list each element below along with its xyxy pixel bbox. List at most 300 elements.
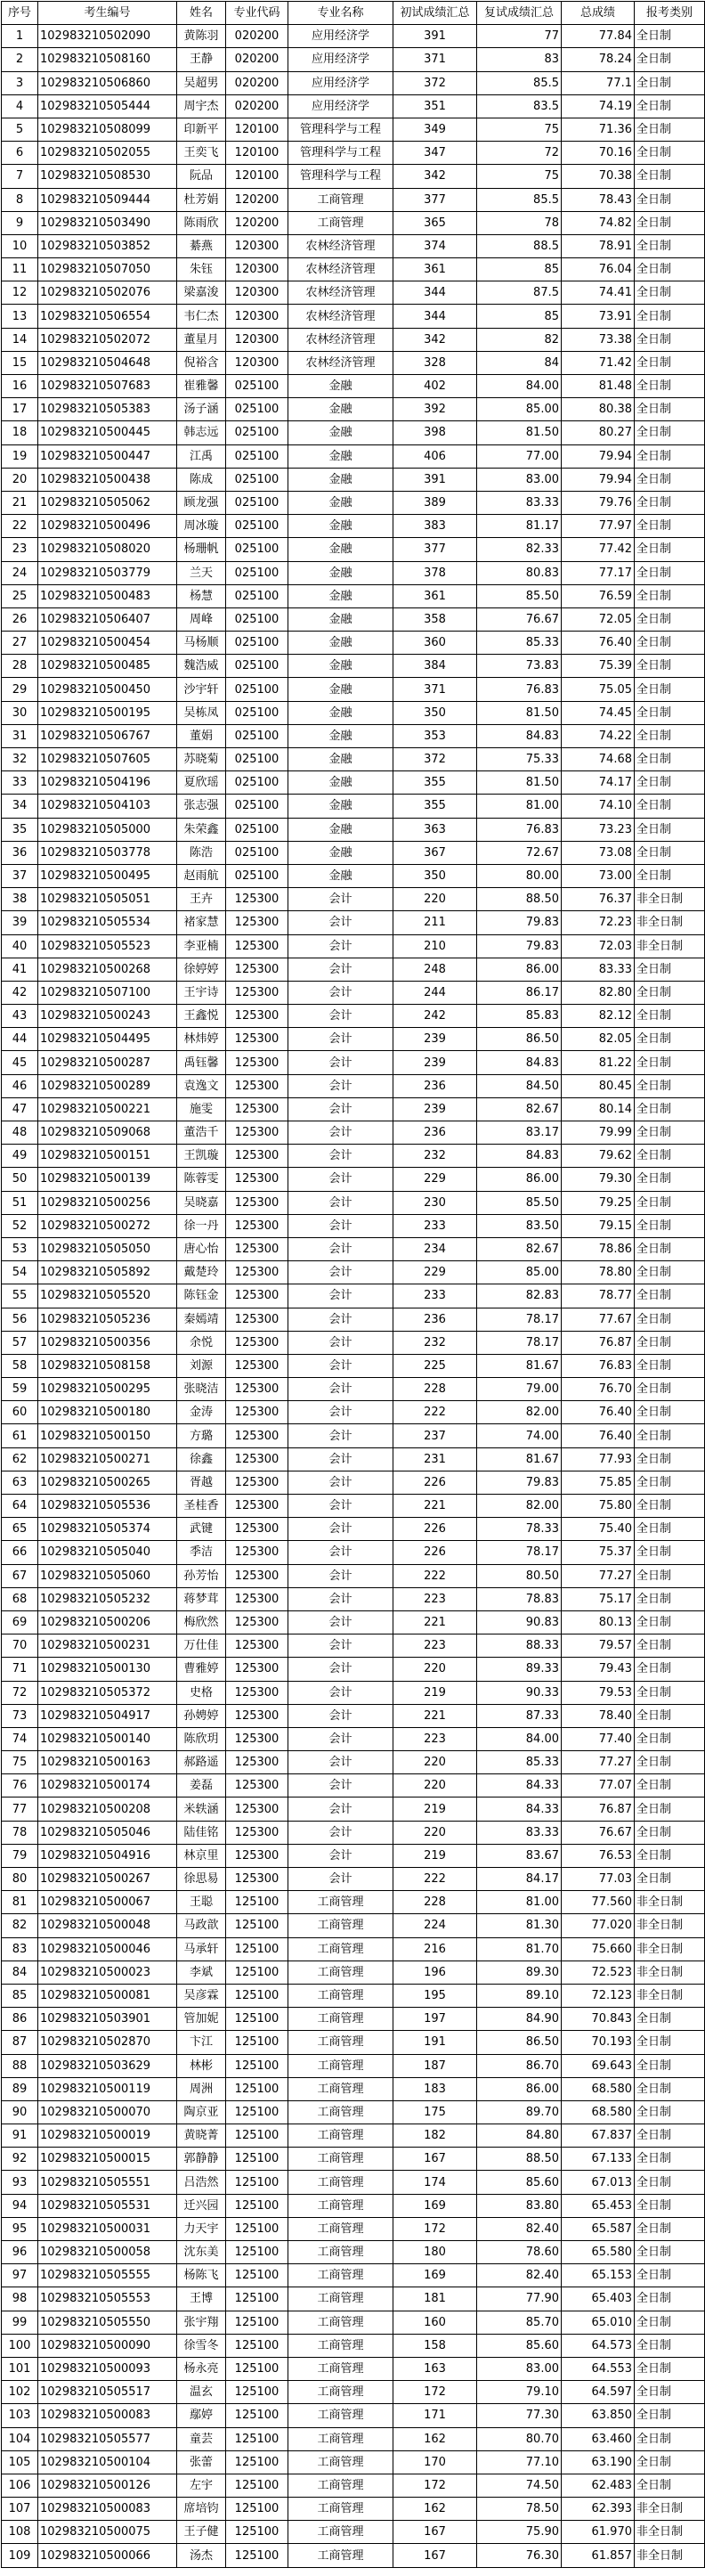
major-code-cell: 020200 xyxy=(226,71,288,94)
initial-score-cell: 372 xyxy=(393,71,477,94)
candidate-id-cell: 102983210508160 xyxy=(38,48,177,71)
admission-results-table xyxy=(1,1,705,2568)
initial-score-cell: 372 xyxy=(393,748,477,771)
seq-cell: 35 xyxy=(2,818,38,841)
candidate-id-cell: 102983210508530 xyxy=(38,165,177,188)
initial-score-cell: 392 xyxy=(393,398,477,421)
major-code-cell: 125300 xyxy=(226,1868,288,1891)
retest-score-cell: 89.30 xyxy=(477,1961,562,1984)
seq-cell: 61 xyxy=(2,1424,38,1447)
major-name-cell: 工商管理 xyxy=(288,2357,393,2380)
major-code-cell: 125300 xyxy=(226,1121,288,1145)
name-cell: 吴晓嘉 xyxy=(177,1191,226,1214)
table-row xyxy=(2,1610,705,1634)
candidate-id-cell: 102983210507605 xyxy=(38,748,177,771)
initial-score-cell: 377 xyxy=(393,188,477,211)
category-cell: 全日制 xyxy=(635,94,705,118)
name-cell: 陶京亚 xyxy=(177,2100,226,2124)
major-code-cell: 125300 xyxy=(226,1704,288,1727)
major-name-cell: 金融 xyxy=(288,748,393,771)
major-name-cell: 管理科学与工程 xyxy=(288,118,393,141)
candidate-id-cell: 102983210500267 xyxy=(38,1868,177,1891)
candidate-id-cell: 102983210500126 xyxy=(38,2474,177,2497)
category-cell: 全日制 xyxy=(635,142,705,165)
seq-cell: 104 xyxy=(2,2427,38,2450)
table-row xyxy=(2,1797,705,1821)
table-row xyxy=(2,2404,705,2427)
category-cell: 全日制 xyxy=(635,655,705,678)
header-seq: 序号 xyxy=(2,2,38,25)
total-score-cell: 83.33 xyxy=(562,958,635,981)
retest-score-cell: 83.33 xyxy=(477,491,562,514)
initial-score-cell: 223 xyxy=(393,1587,477,1610)
table-row xyxy=(2,1284,705,1308)
seq-cell: 12 xyxy=(2,281,38,305)
candidate-id-cell: 102983210500139 xyxy=(38,1168,177,1191)
initial-score-cell: 232 xyxy=(393,1145,477,1168)
retest-score-cell: 84.33 xyxy=(477,1774,562,1797)
candidate-id-cell: 102983210505523 xyxy=(38,934,177,958)
initial-score-cell: 167 xyxy=(393,2521,477,2544)
major-code-cell: 120100 xyxy=(226,165,288,188)
retest-score-cell: 84.33 xyxy=(477,1797,562,1821)
major-code-cell: 125100 xyxy=(226,2264,288,2287)
seq-cell: 46 xyxy=(2,1074,38,1097)
retest-score-cell: 84.17 xyxy=(477,1868,562,1891)
major-code-cell: 120300 xyxy=(226,234,288,257)
candidate-id-cell: 102983210504103 xyxy=(38,795,177,818)
candidate-id-cell: 102983210500083 xyxy=(38,2404,177,2427)
major-code-cell: 025100 xyxy=(226,444,288,468)
major-code-cell: 125300 xyxy=(226,1074,288,1097)
name-cell: 王静 xyxy=(177,48,226,71)
retest-score-cell: 87.33 xyxy=(477,1704,562,1727)
major-code-cell: 125100 xyxy=(226,1961,288,1984)
candidate-id-cell: 102983210504495 xyxy=(38,1028,177,1051)
category-cell: 全日制 xyxy=(635,1284,705,1308)
major-code-cell: 125100 xyxy=(226,2404,288,2427)
major-name-cell: 工商管理 xyxy=(288,2474,393,2497)
category-cell: 全日制 xyxy=(635,2311,705,2334)
category-cell: 全日制 xyxy=(635,632,705,655)
initial-score-cell: 236 xyxy=(393,1074,477,1097)
seq-cell: 72 xyxy=(2,1681,38,1704)
table-row xyxy=(2,1168,705,1191)
major-code-cell: 125300 xyxy=(226,1005,288,1028)
initial-score-cell: 174 xyxy=(393,2171,477,2194)
major-name-cell: 工商管理 xyxy=(288,2334,393,2357)
seq-cell: 99 xyxy=(2,2311,38,2334)
seq-cell: 82 xyxy=(2,1914,38,1937)
major-code-cell: 120100 xyxy=(226,118,288,141)
major-code-cell: 125100 xyxy=(226,2498,288,2521)
candidate-id-cell: 102983210500067 xyxy=(38,1891,177,1914)
seq-cell: 75 xyxy=(2,1751,38,1774)
category-cell: 全日制 xyxy=(635,795,705,818)
major-code-cell: 120200 xyxy=(226,188,288,211)
retest-score-cell: 79.10 xyxy=(477,2381,562,2404)
total-score-cell: 68.580 xyxy=(562,2100,635,2124)
seq-cell: 80 xyxy=(2,1868,38,1891)
initial-score-cell: 229 xyxy=(393,1261,477,1284)
seq-cell: 83 xyxy=(2,1937,38,1961)
initial-score-cell: 391 xyxy=(393,468,477,491)
category-cell: 全日制 xyxy=(635,958,705,981)
major-code-cell: 120300 xyxy=(226,351,288,374)
seq-cell: 106 xyxy=(2,2474,38,2497)
initial-score-cell: 226 xyxy=(393,1541,477,1564)
seq-cell: 64 xyxy=(2,1495,38,1518)
major-code-cell: 025100 xyxy=(226,584,288,607)
table-row xyxy=(2,1681,705,1704)
total-score-cell: 72.03 xyxy=(562,934,635,958)
seq-cell: 9 xyxy=(2,211,38,234)
retest-score-cell: 85 xyxy=(477,258,562,281)
total-score-cell: 63.460 xyxy=(562,2427,635,2450)
table-row xyxy=(2,1868,705,1891)
category-cell: 全日制 xyxy=(635,584,705,607)
major-code-cell: 125300 xyxy=(226,888,288,911)
category-cell: 全日制 xyxy=(635,1028,705,1051)
candidate-id-cell: 102983210505060 xyxy=(38,1564,177,1587)
seq-cell: 88 xyxy=(2,2054,38,2077)
major-code-cell: 125300 xyxy=(226,1028,288,1051)
table-row xyxy=(2,2427,705,2450)
initial-score-cell: 219 xyxy=(393,1844,477,1867)
category-cell: 非全日制 xyxy=(635,1891,705,1914)
table-row xyxy=(2,678,705,701)
table-row xyxy=(2,25,705,48)
category-cell: 全日制 xyxy=(635,1587,705,1610)
retest-score-cell: 75.90 xyxy=(477,2521,562,2544)
table-row xyxy=(2,1495,705,1518)
major-code-cell: 025100 xyxy=(226,724,288,747)
total-score-cell: 80.27 xyxy=(562,421,635,444)
seq-cell: 40 xyxy=(2,934,38,958)
category-cell: 全日制 xyxy=(635,2100,705,2124)
name-cell: 董娟 xyxy=(177,724,226,747)
total-score-cell: 78.24 xyxy=(562,48,635,71)
table-row xyxy=(2,71,705,94)
category-cell: 全日制 xyxy=(635,2148,705,2171)
header-major-code: 专业代码 xyxy=(226,2,288,25)
candidate-id-cell: 102983210500083 xyxy=(38,2498,177,2521)
retest-score-cell: 80.50 xyxy=(477,1564,562,1587)
table-row xyxy=(2,748,705,771)
total-score-cell: 74.17 xyxy=(562,771,635,795)
seq-cell: 50 xyxy=(2,1168,38,1191)
major-code-cell: 125100 xyxy=(226,1914,288,1937)
category-cell: 全日制 xyxy=(635,2124,705,2148)
retest-score-cell: 80.70 xyxy=(477,2427,562,2450)
candidate-id-cell: 102983210505531 xyxy=(38,2194,177,2217)
table-row xyxy=(2,2474,705,2497)
candidate-id-cell: 102983210500031 xyxy=(38,2217,177,2240)
seq-cell: 7 xyxy=(2,165,38,188)
name-cell: 史格 xyxy=(177,1681,226,1704)
candidate-id-cell: 102983210500221 xyxy=(38,1097,177,1121)
table-row xyxy=(2,1727,705,1750)
name-cell: 周冰璇 xyxy=(177,515,226,538)
candidate-id-cell: 102983210500265 xyxy=(38,1471,177,1494)
major-name-cell: 工商管理 xyxy=(288,2124,393,2148)
category-cell: 全日制 xyxy=(635,724,705,747)
total-score-cell: 76.87 xyxy=(562,1797,635,1821)
table-row xyxy=(2,1587,705,1610)
total-score-cell: 70.38 xyxy=(562,165,635,188)
major-code-cell: 125300 xyxy=(226,1658,288,1681)
name-cell: 米轶涵 xyxy=(177,1797,226,1821)
retest-score-cell: 81.67 xyxy=(477,1447,562,1471)
total-score-cell: 64.553 xyxy=(562,2357,635,2380)
total-score-cell: 74.10 xyxy=(562,795,635,818)
major-name-cell: 会计 xyxy=(288,1751,393,1774)
seq-cell: 15 xyxy=(2,351,38,374)
table-row xyxy=(2,1331,705,1354)
category-cell: 全日制 xyxy=(635,2031,705,2054)
major-name-cell: 金融 xyxy=(288,584,393,607)
table-row xyxy=(2,561,705,584)
major-code-cell: 025100 xyxy=(226,515,288,538)
seq-cell: 5 xyxy=(2,118,38,141)
initial-score-cell: 181 xyxy=(393,2287,477,2311)
name-cell: 王博 xyxy=(177,2287,226,2311)
major-name-cell: 工商管理 xyxy=(288,1961,393,1984)
table-row xyxy=(2,1844,705,1867)
seq-cell: 31 xyxy=(2,724,38,747)
initial-score-cell: 220 xyxy=(393,888,477,911)
initial-score-cell: 222 xyxy=(393,1868,477,1891)
retest-score-cell: 89.70 xyxy=(477,2100,562,2124)
category-cell: 非全日制 xyxy=(635,911,705,934)
major-name-cell: 会计 xyxy=(288,1471,393,1494)
name-cell: 余悦 xyxy=(177,1331,226,1354)
retest-score-cell: 78.83 xyxy=(477,1587,562,1610)
name-cell: 印新平 xyxy=(177,118,226,141)
major-name-cell: 会计 xyxy=(288,1191,393,1214)
major-code-cell: 025100 xyxy=(226,468,288,491)
category-cell: 全日制 xyxy=(635,2381,705,2404)
major-code-cell: 125300 xyxy=(226,1495,288,1518)
major-code-cell: 125300 xyxy=(226,1168,288,1191)
category-cell: 全日制 xyxy=(635,444,705,468)
initial-score-cell: 210 xyxy=(393,934,477,958)
name-cell: 孙娉婷 xyxy=(177,1704,226,1727)
total-score-cell: 74.19 xyxy=(562,94,635,118)
total-score-cell: 64.597 xyxy=(562,2381,635,2404)
major-name-cell: 会计 xyxy=(288,1331,393,1354)
candidate-id-cell: 102983210500447 xyxy=(38,444,177,468)
candidate-id-cell: 102983210500231 xyxy=(38,1634,177,1658)
category-cell: 全日制 xyxy=(635,1005,705,1028)
retest-score-cell: 87.5 xyxy=(477,281,562,305)
seq-cell: 91 xyxy=(2,2124,38,2148)
seq-cell: 30 xyxy=(2,701,38,724)
major-name-cell: 金融 xyxy=(288,818,393,841)
initial-score-cell: 182 xyxy=(393,2124,477,2148)
table-row xyxy=(2,655,705,678)
category-cell: 非全日制 xyxy=(635,2544,705,2567)
seq-cell: 32 xyxy=(2,748,38,771)
table-row xyxy=(2,2264,705,2287)
name-cell: 黄陈羽 xyxy=(177,25,226,48)
major-name-cell: 农林经济管理 xyxy=(288,281,393,305)
seq-cell: 89 xyxy=(2,2077,38,2100)
retest-score-cell: 75.33 xyxy=(477,748,562,771)
major-code-cell: 125300 xyxy=(226,1634,288,1658)
name-cell: 张蕾 xyxy=(177,2450,226,2474)
total-score-cell: 78.77 xyxy=(562,1284,635,1308)
initial-score-cell: 191 xyxy=(393,2031,477,2054)
retest-score-cell: 86.00 xyxy=(477,2077,562,2100)
seq-cell: 74 xyxy=(2,1727,38,1750)
category-cell: 全日制 xyxy=(635,1634,705,1658)
major-name-cell: 工商管理 xyxy=(288,2287,393,2311)
table-row xyxy=(2,1145,705,1168)
seq-cell: 23 xyxy=(2,538,38,561)
category-cell: 全日制 xyxy=(635,1237,705,1260)
seq-cell: 59 xyxy=(2,1378,38,1401)
category-cell: 全日制 xyxy=(635,2450,705,2474)
category-cell: 全日制 xyxy=(635,1518,705,1541)
total-score-cell: 73.08 xyxy=(562,841,635,864)
category-cell: 全日制 xyxy=(635,468,705,491)
major-name-cell: 工商管理 xyxy=(288,2054,393,2077)
candidate-id-cell: 102983210500356 xyxy=(38,1331,177,1354)
retest-score-cell: 76.30 xyxy=(477,2544,562,2567)
table-row xyxy=(2,1518,705,1541)
name-cell: 沙宇轩 xyxy=(177,678,226,701)
seq-cell: 14 xyxy=(2,328,38,351)
seq-cell: 24 xyxy=(2,561,38,584)
retest-score-cell: 82.00 xyxy=(477,1401,562,1424)
initial-score-cell: 195 xyxy=(393,1984,477,2007)
total-score-cell: 77.020 xyxy=(562,1914,635,1937)
table-row xyxy=(2,491,705,514)
initial-score-cell: 219 xyxy=(393,1681,477,1704)
initial-score-cell: 367 xyxy=(393,841,477,864)
candidate-id-cell: 102983210505551 xyxy=(38,2171,177,2194)
table-row xyxy=(2,328,705,351)
seq-cell: 97 xyxy=(2,2264,38,2287)
name-cell: 杨慧 xyxy=(177,584,226,607)
category-cell: 全日制 xyxy=(635,491,705,514)
total-score-cell: 63.850 xyxy=(562,2404,635,2427)
initial-score-cell: 358 xyxy=(393,607,477,631)
category-cell: 全日制 xyxy=(635,1097,705,1121)
table-row xyxy=(2,281,705,305)
candidate-id-cell: 102983210505383 xyxy=(38,398,177,421)
candidate-id-cell: 102983210507050 xyxy=(38,258,177,281)
total-score-cell: 77.27 xyxy=(562,1751,635,1774)
major-code-cell: 125300 xyxy=(226,1681,288,1704)
name-cell: 施雯 xyxy=(177,1097,226,1121)
initial-score-cell: 371 xyxy=(393,48,477,71)
name-cell: 孙芳怡 xyxy=(177,1564,226,1587)
retest-score-cell: 85.00 xyxy=(477,398,562,421)
total-score-cell: 79.57 xyxy=(562,1634,635,1658)
candidate-id-cell: 102983210500019 xyxy=(38,2124,177,2148)
seq-cell: 10 xyxy=(2,234,38,257)
retest-score-cell: 82.40 xyxy=(477,2264,562,2287)
retest-score-cell: 82.67 xyxy=(477,1097,562,1121)
seq-cell: 62 xyxy=(2,1447,38,1471)
category-cell: 全日制 xyxy=(635,2287,705,2311)
total-score-cell: 78.80 xyxy=(562,1261,635,1284)
retest-score-cell: 72 xyxy=(477,142,562,165)
initial-score-cell: 220 xyxy=(393,1774,477,1797)
initial-score-cell: 175 xyxy=(393,2100,477,2124)
initial-score-cell: 223 xyxy=(393,1634,477,1658)
table-row xyxy=(2,2077,705,2100)
seq-cell: 29 xyxy=(2,678,38,701)
initial-score-cell: 171 xyxy=(393,2404,477,2427)
table-row xyxy=(2,2311,705,2334)
major-name-cell: 金融 xyxy=(288,398,393,421)
retest-score-cell: 83.67 xyxy=(477,1844,562,1867)
candidate-id-cell: 102983210500140 xyxy=(38,1727,177,1750)
total-score-cell: 76.40 xyxy=(562,1401,635,1424)
major-name-cell: 应用经济学 xyxy=(288,94,393,118)
name-cell: 崔雅馨 xyxy=(177,375,226,398)
total-score-cell: 82.12 xyxy=(562,1005,635,1028)
retest-score-cell: 84.83 xyxy=(477,1145,562,1168)
name-cell: 禹钰馨 xyxy=(177,1051,226,1074)
seq-cell: 36 xyxy=(2,841,38,864)
table-row xyxy=(2,2450,705,2474)
major-name-cell: 工商管理 xyxy=(288,2008,393,2031)
initial-score-cell: 239 xyxy=(393,1051,477,1074)
total-score-cell: 79.43 xyxy=(562,1658,635,1681)
name-cell: 梁嘉浚 xyxy=(177,281,226,305)
total-score-cell: 65.453 xyxy=(562,2194,635,2217)
major-code-cell: 125300 xyxy=(226,958,288,981)
header-category: 报考类别 xyxy=(635,2,705,25)
table-row xyxy=(2,1704,705,1727)
major-code-cell: 125100 xyxy=(226,2474,288,2497)
major-code-cell: 125300 xyxy=(226,1447,288,1471)
table-row xyxy=(2,1401,705,1424)
name-cell: 苏晓菊 xyxy=(177,748,226,771)
category-cell: 全日制 xyxy=(635,1378,705,1401)
category-cell: 全日制 xyxy=(635,1681,705,1704)
initial-score-cell: 378 xyxy=(393,561,477,584)
initial-score-cell: 360 xyxy=(393,632,477,655)
major-name-cell: 会计 xyxy=(288,1005,393,1028)
initial-score-cell: 220 xyxy=(393,1751,477,1774)
seq-cell: 90 xyxy=(2,2100,38,2124)
total-score-cell: 80.13 xyxy=(562,1610,635,1634)
initial-score-cell: 172 xyxy=(393,2217,477,2240)
name-cell: 王子健 xyxy=(177,2521,226,2544)
retest-score-cell: 78.17 xyxy=(477,1331,562,1354)
name-cell: 赵雨航 xyxy=(177,864,226,887)
seq-cell: 52 xyxy=(2,1214,38,1237)
initial-score-cell: 216 xyxy=(393,1937,477,1961)
major-code-cell: 125300 xyxy=(226,1727,288,1750)
initial-score-cell: 167 xyxy=(393,2148,477,2171)
retest-score-cell: 84 xyxy=(477,351,562,374)
total-score-cell: 74.22 xyxy=(562,724,635,747)
major-code-cell: 125100 xyxy=(226,2124,288,2148)
seq-cell: 56 xyxy=(2,1308,38,1331)
name-cell: 王凯璇 xyxy=(177,1145,226,1168)
seq-cell: 26 xyxy=(2,607,38,631)
candidate-id-cell: 102983210504648 xyxy=(38,351,177,374)
retest-score-cell: 77.00 xyxy=(477,444,562,468)
table-row xyxy=(2,1261,705,1284)
table-row xyxy=(2,1961,705,1984)
